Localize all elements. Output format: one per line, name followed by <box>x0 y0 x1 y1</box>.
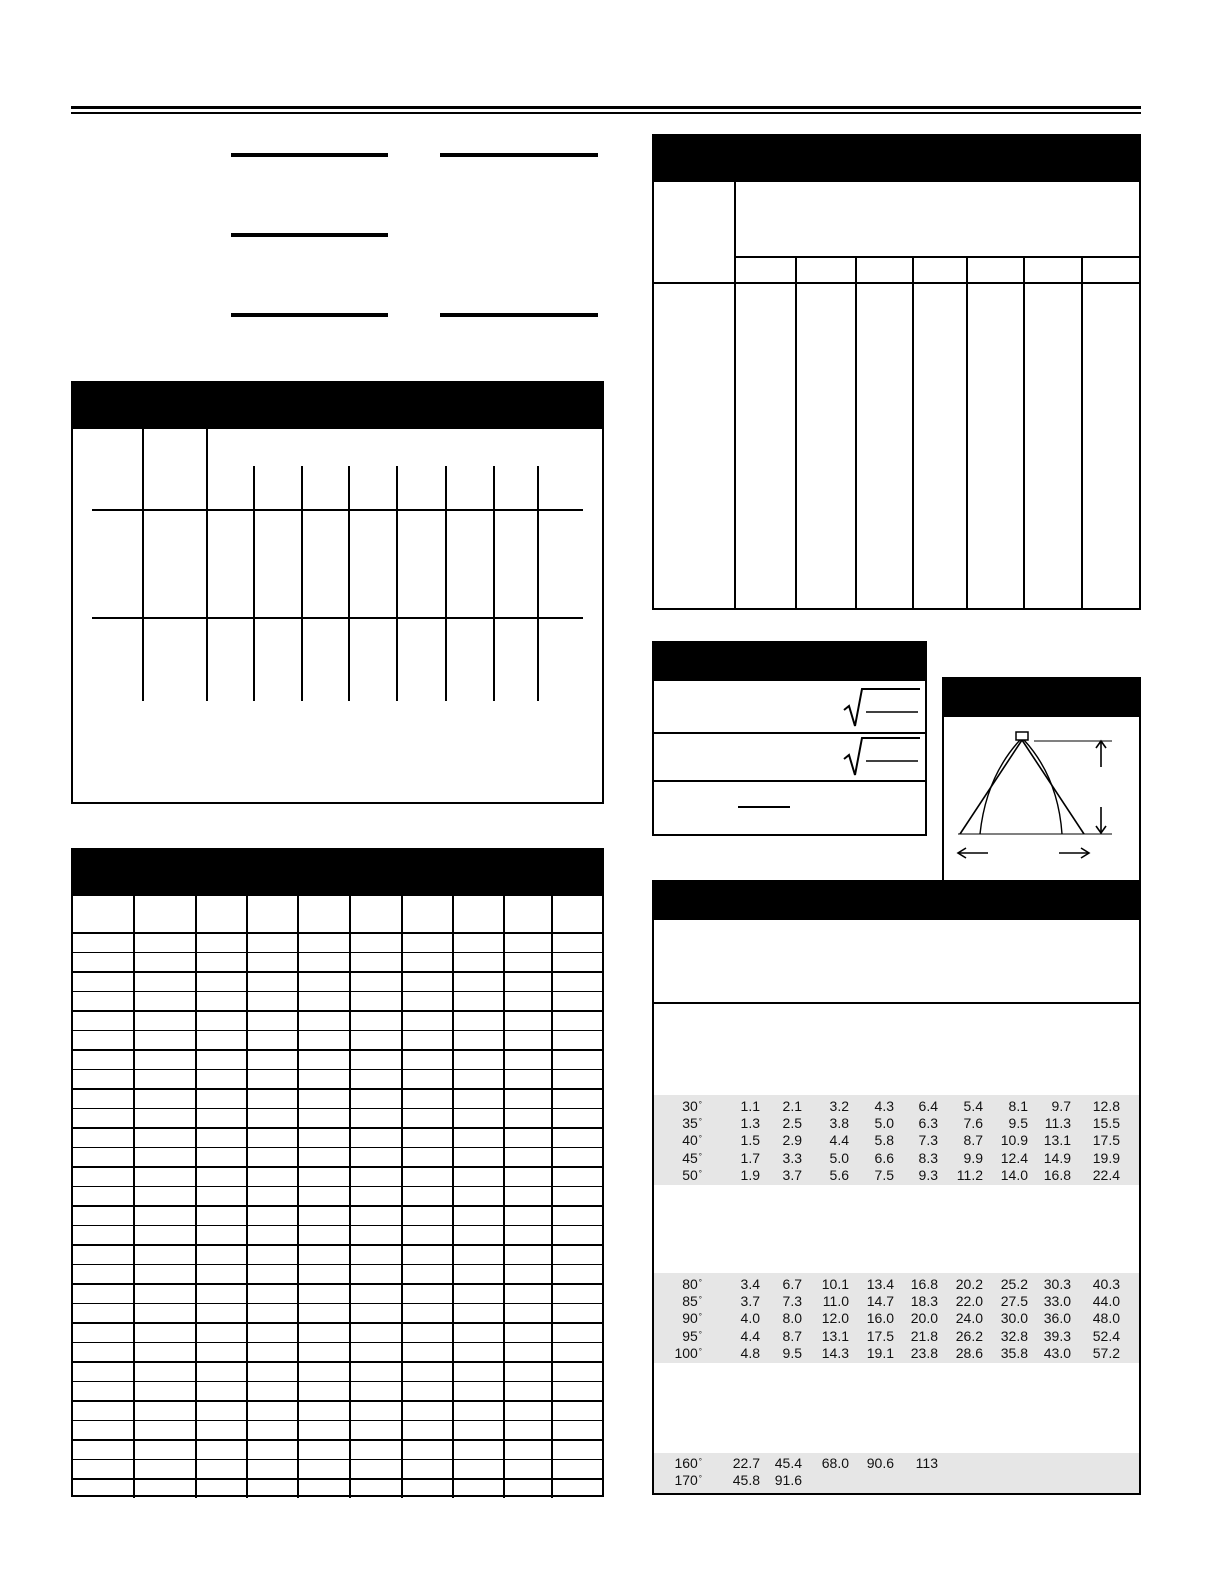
spray-angle-cell <box>652 1098 702 1115</box>
grid-line <box>73 1030 602 1031</box>
coverage-value-cell: 15.5 <box>1092 1115 1120 1132</box>
coverage-value-cell: 14.9 <box>1043 1149 1071 1166</box>
coverage-value-cell: 9.3 <box>918 1166 938 1183</box>
table-row <box>654 1345 1139 1362</box>
grid-line <box>654 732 925 734</box>
grid-line <box>73 1147 602 1148</box>
coverage-value-cell: 8.7 <box>963 1132 983 1149</box>
coverage-value-cell: 3.3 <box>782 1149 802 1166</box>
coverage-value-cell: 3.4 <box>740 1276 760 1292</box>
grid-line <box>73 991 602 992</box>
degree-symbol: ° <box>698 1278 702 1287</box>
table-row <box>654 1328 1139 1345</box>
coverage-value-cell: 32.8 <box>1000 1327 1028 1344</box>
grid-line <box>537 466 539 701</box>
spray-angle-value: 40 <box>682 1132 698 1149</box>
coverage-value-cell: 9.9 <box>963 1149 983 1166</box>
coverage-value-cell: 11.3 <box>1044 1115 1071 1132</box>
coverage-value-cell: 22.0 <box>955 1293 983 1310</box>
grid-line <box>195 896 197 1498</box>
grid-line <box>1023 256 1025 608</box>
spray-diagram-box <box>942 677 1141 882</box>
spray-angle-cell <box>652 1115 702 1132</box>
degree-symbol: ° <box>698 1168 702 1178</box>
spray-angle-cell <box>652 1455 702 1472</box>
grid-line <box>142 429 144 701</box>
coverage-value-cell: 13.4 <box>866 1276 894 1292</box>
spray-diagram-header <box>944 679 1139 717</box>
grid-line <box>73 1303 602 1304</box>
coverage-value-cell: 2.5 <box>782 1115 802 1132</box>
degree-symbol: ° <box>698 1295 702 1305</box>
coverage-value-cell: 22.4 <box>1092 1166 1120 1183</box>
grid-line <box>654 282 1139 284</box>
coverage-value-cell: 10.9 <box>1000 1132 1028 1149</box>
grid-line <box>73 1400 602 1402</box>
grid-line <box>246 896 248 1498</box>
coverage-value-cell: 14.0 <box>1000 1166 1028 1183</box>
grid-line <box>551 896 553 1498</box>
grid-line <box>73 1166 602 1168</box>
grid-line <box>73 1205 602 1207</box>
coverage-value-cell: 30.0 <box>1000 1310 1028 1327</box>
degree-symbol: ° <box>698 1474 702 1484</box>
coverage-value-cell: 1.9 <box>740 1166 760 1183</box>
coverage-value-cell: 43.0 <box>1043 1344 1071 1361</box>
arrow-up-icon <box>1094 739 1108 769</box>
arrow-right-icon <box>1057 846 1091 860</box>
grid-line <box>73 1108 602 1109</box>
grid-line <box>73 1420 602 1421</box>
coverage-value-cell: 16.8 <box>1043 1166 1071 1183</box>
degree-symbol: ° <box>698 1457 702 1466</box>
coverage-value-cell: 3.7 <box>740 1293 760 1310</box>
coverage-value-cell: 4.3 <box>874 1098 894 1114</box>
grid-line <box>73 1361 602 1363</box>
coverage-value-cell: 30.3 <box>1043 1276 1071 1292</box>
coverage-value-cell: 11.2 <box>956 1166 983 1183</box>
grid-line <box>73 1459 602 1460</box>
coverage-value-cell: 57.2 <box>1092 1344 1120 1361</box>
coverage-value-cell: 2.9 <box>782 1132 802 1149</box>
square-root-sign <box>842 735 922 777</box>
degree-symbol: ° <box>698 1346 702 1356</box>
arrow-down-icon <box>1094 805 1108 835</box>
grid-line <box>301 466 303 701</box>
grid-line <box>493 466 495 701</box>
coverage-value-cell: 13.1 <box>1043 1132 1071 1149</box>
coverage-value-cell: 26.2 <box>955 1327 983 1344</box>
grid-line <box>73 1010 602 1012</box>
coverage-value-cell: 28.6 <box>955 1344 983 1361</box>
blank-field-line <box>440 313 598 317</box>
coverage-value-cell: 4.8 <box>740 1344 760 1361</box>
grid-line <box>92 617 583 619</box>
grid-line <box>297 896 299 1498</box>
degree-symbol: ° <box>698 1134 702 1144</box>
coverage-value-cell: 48.0 <box>1092 1310 1120 1327</box>
coverage-value-cell: 6.3 <box>918 1115 938 1132</box>
spray-angle-value: 160 <box>674 1455 698 1471</box>
coverage-value-cell: 5.0 <box>829 1149 849 1166</box>
formula-box <box>652 641 927 836</box>
grid-line <box>445 466 447 701</box>
spray-angle-cell <box>652 1472 702 1489</box>
coverage-value-cell: 2.1 <box>782 1098 802 1114</box>
coverage-value-cell: 12.8 <box>1092 1098 1120 1114</box>
spray-angle-value: 50 <box>682 1166 698 1183</box>
spray-coverage-table <box>652 880 1141 1495</box>
coverage-value-cell: 5.8 <box>874 1132 894 1149</box>
coverage-value-cell: 90.6 <box>866 1455 894 1471</box>
grid-line <box>654 1002 1139 1004</box>
grid-line <box>73 1322 602 1324</box>
coverage-value-cell: 36.0 <box>1043 1310 1071 1327</box>
spray-angle-cell <box>652 1150 702 1167</box>
grid-line <box>396 466 398 701</box>
table-row <box>654 1455 1139 1472</box>
spray-angle-cell <box>652 1310 702 1327</box>
coverage-value-cell: 6.7 <box>782 1276 802 1292</box>
coverage-value-cell: 3.7 <box>782 1166 802 1183</box>
coverage-value-cell: 27.5 <box>1000 1293 1028 1310</box>
coverage-value-cell: 33.0 <box>1043 1293 1071 1310</box>
coverage-value-cell: 14.7 <box>866 1293 894 1310</box>
coverage-value-cell: 19.9 <box>1092 1149 1120 1166</box>
coverage-value-cell: 13.1 <box>821 1327 849 1344</box>
grid-line <box>73 1342 602 1343</box>
coverage-value-cell: 3.2 <box>829 1098 849 1114</box>
spray-angle-cell <box>652 1276 702 1293</box>
coverage-value-cell: 39.3 <box>1043 1327 1071 1344</box>
coverage-value-cell: 20.2 <box>955 1276 983 1292</box>
coverage-value-cell: 45.4 <box>774 1455 802 1471</box>
coverage-value-cell: 1.5 <box>740 1132 760 1149</box>
degree-symbol: ° <box>698 1117 702 1127</box>
coverage-value-cell: 7.5 <box>874 1166 894 1183</box>
grid-line <box>73 1186 602 1187</box>
coverage-value-cell: 5.6 <box>829 1166 849 1183</box>
left-table-2-header <box>73 850 602 896</box>
grid-line <box>348 466 350 701</box>
coverage-value-cell: 8.7 <box>782 1327 802 1344</box>
coverage-value-cell: 18.3 <box>910 1293 938 1310</box>
coverage-value-cell: 35.8 <box>1000 1344 1028 1361</box>
coverage-value-cell: 17.5 <box>866 1327 894 1344</box>
table-row <box>654 1150 1139 1167</box>
coverage-value-cell: 4.0 <box>740 1310 760 1327</box>
grid-line <box>73 1264 602 1265</box>
coverage-value-cell: 19.1 <box>866 1344 894 1361</box>
coverage-value-cell: 25.2 <box>1000 1276 1028 1292</box>
blank-field-line <box>440 153 598 157</box>
square-root-sign <box>842 686 922 728</box>
blank-field-line <box>231 313 388 317</box>
spray-angle-value: 95 <box>682 1327 698 1344</box>
coverage-value-cell: 9.5 <box>782 1344 802 1361</box>
grid-line <box>795 256 797 608</box>
grid-line <box>452 896 454 1498</box>
grid-line <box>92 509 583 511</box>
coverage-value-cell: 9.7 <box>1051 1098 1071 1114</box>
coverage-value-cell: 24.0 <box>955 1310 983 1327</box>
coverage-value-cell: 9.5 <box>1008 1115 1028 1132</box>
grid-line <box>73 1478 602 1480</box>
page-top-rule-thin <box>71 112 1141 114</box>
grid-line <box>912 256 914 608</box>
spray-angle-cell <box>652 1328 702 1345</box>
spray-angle-value: 100 <box>674 1344 698 1361</box>
coverage-value-cell: 91.6 <box>774 1472 802 1489</box>
coverage-value-cell: 4.4 <box>740 1327 760 1344</box>
coverage-value-cell: 16.8 <box>910 1276 938 1292</box>
coverage-value-cell: 7.3 <box>782 1293 802 1310</box>
coverage-value-cell: 6.6 <box>874 1149 894 1166</box>
grid-line <box>503 896 505 1498</box>
degree-symbol: ° <box>698 1100 702 1109</box>
left-table-1-header <box>73 383 602 429</box>
grid-line <box>654 780 925 782</box>
spray-angle-cell <box>652 1293 702 1310</box>
coverage-value-cell: 8.1 <box>1008 1098 1028 1114</box>
arrow-left-icon <box>956 846 990 860</box>
coverage-value-cell: 20.0 <box>910 1310 938 1327</box>
grid-line <box>73 1049 602 1051</box>
table-row <box>654 1115 1139 1132</box>
coverage-value-cell: 5.4 <box>963 1098 983 1114</box>
spray-angle-cell <box>652 1132 702 1149</box>
grid-line <box>1081 256 1083 608</box>
fraction-bar <box>738 806 790 808</box>
degree-symbol: ° <box>698 1329 702 1339</box>
coverage-value-cell: 7.3 <box>918 1132 938 1149</box>
coverage-value-cell: 40.3 <box>1092 1276 1120 1292</box>
grid-line <box>73 1127 602 1129</box>
spray-angle-value: 80 <box>682 1276 698 1292</box>
coverage-value-cell: 7.6 <box>963 1115 983 1132</box>
coverage-value-cell: 3.8 <box>829 1115 849 1132</box>
grid-line <box>206 429 208 701</box>
grid-line <box>73 952 602 953</box>
spray-angle-cell <box>652 1167 702 1184</box>
coverage-value-cell: 1.7 <box>740 1149 760 1166</box>
grid-line <box>966 256 968 608</box>
table-row <box>654 1472 1139 1489</box>
grid-line <box>73 1069 602 1070</box>
left-table-1 <box>71 381 604 804</box>
coverage-value-cell: 10.1 <box>821 1276 849 1292</box>
table-row <box>654 1293 1139 1310</box>
coverage-value-cell: 14.3 <box>821 1344 849 1361</box>
grid-line <box>133 896 135 1498</box>
grid-line <box>734 182 736 608</box>
grid-line <box>73 1225 602 1226</box>
coverage-value-cell: 1.1 <box>740 1098 760 1114</box>
coverage-value-cell: 16.0 <box>866 1310 894 1327</box>
grid-line <box>73 1283 602 1285</box>
grid-line <box>73 971 602 973</box>
table-row <box>654 1098 1139 1115</box>
table-row <box>654 1276 1139 1293</box>
grid-line <box>349 896 351 1498</box>
spray-angle-cell <box>652 1345 702 1362</box>
grid-line <box>253 466 255 701</box>
coverage-value-cell: 21.8 <box>910 1327 938 1344</box>
spray-angle-value: 90 <box>682 1310 698 1327</box>
coverage-value-cell: 113 <box>915 1455 938 1471</box>
coverage-value-cell: 11.0 <box>822 1293 849 1310</box>
coverage-value-cell: 5.0 <box>874 1115 894 1132</box>
formula-box-header <box>654 643 925 681</box>
degree-symbol: ° <box>698 1151 702 1161</box>
degree-symbol: ° <box>698 1312 702 1322</box>
coverage-value-cell: 22.7 <box>732 1455 760 1471</box>
coverage-value-cell: 1.3 <box>740 1115 760 1132</box>
grid-line <box>73 1244 602 1246</box>
coverage-value-cell: 6.4 <box>918 1098 938 1114</box>
table-row <box>654 1310 1139 1327</box>
coverage-value-cell: 52.4 <box>1092 1327 1120 1344</box>
spray-coverage-header <box>654 882 1139 920</box>
coverage-value-cell: 8.0 <box>782 1310 802 1327</box>
coverage-value-cell: 12.4 <box>1000 1149 1028 1166</box>
spray-angle-value: 170 <box>674 1472 698 1489</box>
grid-line <box>73 932 602 934</box>
grid-line <box>73 1439 602 1441</box>
page-top-rule <box>71 106 1141 109</box>
spray-angle-value: 85 <box>682 1293 698 1310</box>
coverage-value-cell: 23.8 <box>910 1344 938 1361</box>
grid-line <box>73 1381 602 1382</box>
grid-line <box>73 1088 602 1090</box>
coverage-value-cell: 8.3 <box>918 1149 938 1166</box>
grid-line <box>855 256 857 608</box>
table-row <box>654 1167 1139 1184</box>
coverage-value-cell: 44.0 <box>1092 1293 1120 1310</box>
blank-field-line <box>231 153 388 157</box>
coverage-value-cell: 45.8 <box>732 1472 760 1489</box>
left-table-2 <box>71 848 604 1497</box>
right-table-1-header <box>654 136 1139 182</box>
coverage-value-cell: 4.4 <box>829 1132 849 1149</box>
spray-angle-value: 30 <box>682 1098 698 1114</box>
coverage-value-cell: 12.0 <box>821 1310 849 1327</box>
coverage-value-cell: 17.5 <box>1092 1132 1120 1149</box>
spray-angle-value: 45 <box>682 1149 698 1166</box>
spray-angle-value: 35 <box>682 1115 698 1132</box>
table-row <box>654 1132 1139 1149</box>
right-table-1 <box>652 134 1141 610</box>
grid-line <box>401 896 403 1498</box>
blank-field-line <box>231 233 388 237</box>
coverage-value-cell: 68.0 <box>821 1455 849 1471</box>
